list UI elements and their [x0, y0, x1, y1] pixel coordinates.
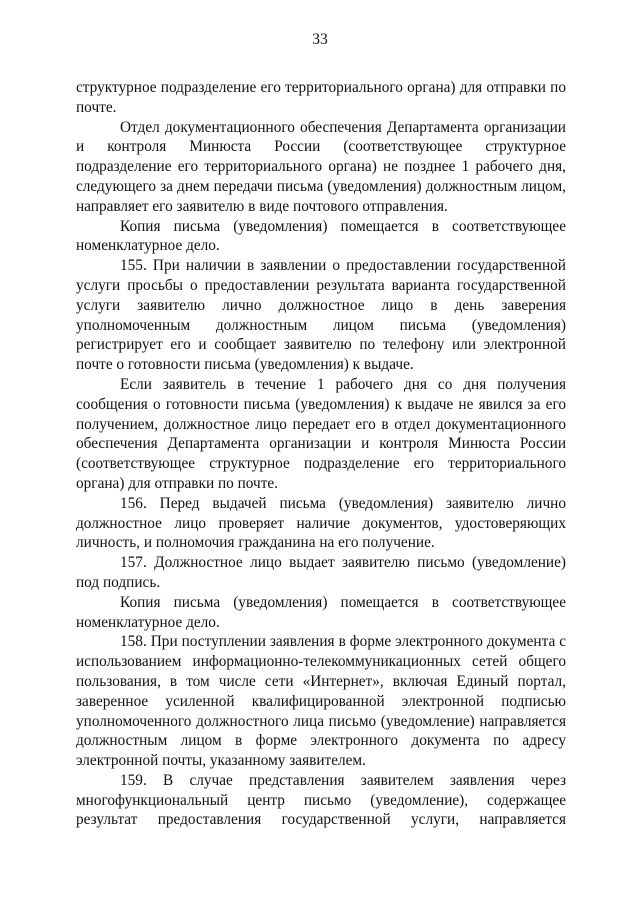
paragraph-158: 158. При поступлении заявления в форме электронного документа с использованием информационно-телекоммуникационных сетей общего пользования, в том числе сети «Интернет», включая Единый портал, заверенное усиленной квалифицированной электронной подписью уполномоченного должностного лица письмо (уведомление) направляется должностным лицом в форме электронного документа по адресу электронной почты, указанному заявителем.: [76, 633, 566, 770]
paragraph-department-dispatch: Отдел документационного обеспечения Департамента организации и контроля Минюста России (соответствующее структурное подразделение его территориального органа) не позднее 1 рабочего дня, следующего за днем передачи письма (уведомления) должностным лицом, направляет его заявителю в виде почтового отправления.: [76, 118, 566, 215]
paragraph-copy-filed-2: Копия письма (уведомления) помещается в соответствующее номенклатурное дело.: [76, 593, 566, 631]
paragraph-156: 156. Перед выдачей письма (уведомления) заявителю лично должностное лицо проверяет наличие документов, удостоверяющих личность, и полномочия гражданина на его получение.: [76, 494, 566, 552]
paragraph-159: 159. В случае представления заявителем заявления через многофункциональный центр письмо (уведомление), содержащее результат предоставления государственной услуги, направляется: [76, 771, 566, 829]
paragraph-157: 157. Должностное лицо выдает заявителю письмо (уведомление) под подпись.: [76, 554, 566, 591]
page-number: 33: [312, 31, 328, 48]
document-body: [76, 78, 566, 830]
paragraph-155: 155. При наличии в заявлении о предоставлении государственной услуги просьбы о предоставлении результата варианта государственной услуги заявителю лично должностное лицо в день заверения уполномоченным должностным лицом письма (уведомления) регистрирует его и сообщает заявителю по телефону или электронной почте о готовности письма (уведомления) к выдаче.: [76, 257, 566, 374]
paragraph-continuation: структурное подразделение его территориального органа) для отправки по почте.: [76, 79, 566, 116]
paragraph-copy-filed: Копия письма (уведомления) помещается в соответствующее номенклатурное дело.: [76, 217, 566, 255]
paragraph-applicant-no-show: Если заявитель в течение 1 рабочего дня со дня получения сообщения о готовности письма (уведомления) к выдаче не явился за его получением, должностное лицо передает его в отдел документационного обеспечения Департамента организации и контроля Минюста России (соответствующее структурное подразделение его территориального органа) для отправки по почте.: [76, 375, 566, 492]
